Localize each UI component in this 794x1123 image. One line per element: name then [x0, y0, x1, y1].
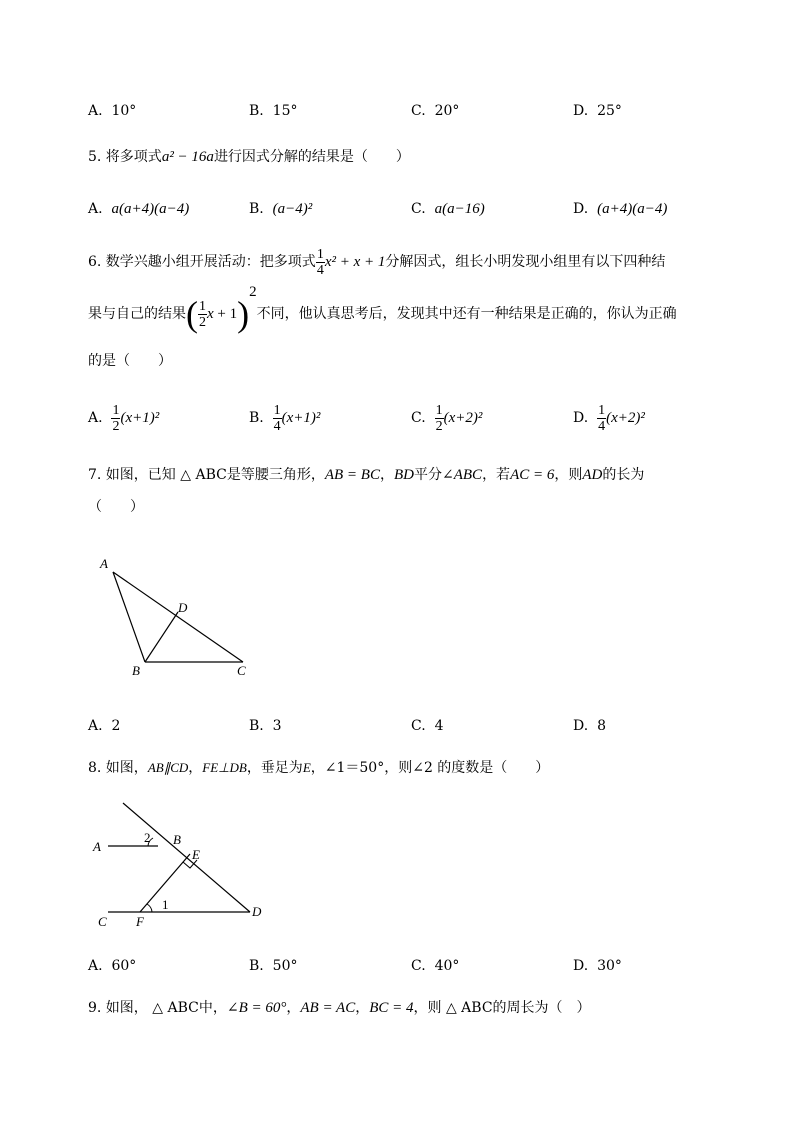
q7-label-a: A [100, 556, 108, 571]
q5-option-a[interactable]: A. a(a+4)(a−4) [88, 201, 190, 217]
q4-option-b[interactable]: B. 15° [249, 103, 298, 119]
q8-angle-1: 1 [162, 897, 169, 912]
q8-label-a: A [93, 839, 101, 854]
q7-label-c: C [237, 663, 246, 678]
q7-option-a[interactable]: A. 2 [88, 718, 121, 734]
q8-option-c[interactable]: C. 40° [411, 958, 460, 974]
q7-option-d[interactable]: D. 8 [573, 718, 607, 734]
q4-option-a[interactable]: A. 10° [88, 103, 137, 119]
q6-stem-line1: 6. 数学兴趣小组开展活动：把多项式 $\frac{1}{4}$ x² + x + 1分解因式，组长小明发现小组里有以下四种结 [88, 246, 666, 278]
q9-stem: 9. 如图， △ ABC中，∠B = 60°，AB = AC，BC = 4，则 △ ABC的周长为（ ） [88, 1000, 591, 1016]
q8-label-c: C [98, 914, 107, 929]
q8-label-f: F [136, 914, 144, 929]
q8-label-e: E [192, 847, 200, 862]
q5-stem: 5. 将多项式a² − 16a进行因式分解的结果是（ ） [88, 149, 410, 165]
q6-option-a[interactable]: A. $\frac{1}{2}$ (x+1)² [88, 402, 160, 434]
q5-expression: a² − 16a [161, 149, 214, 165]
q7-triangle-figure [95, 550, 255, 685]
q8-stem: 8. 如图，AB∥CD，FE⊥DB，垂足为E，∠1＝50°，则∠2 的度数是（ ） [88, 760, 550, 776]
q6-stem-line3: 的是（ ） [88, 353, 172, 369]
q8-option-d[interactable]: D. 30° [573, 958, 622, 974]
q8-option-b[interactable]: B. 50° [249, 958, 298, 974]
q7-option-c[interactable]: C. 4 [411, 718, 444, 734]
q6-option-b[interactable]: B. $\frac{1}{4}$ (x+1)² [249, 402, 321, 434]
q7-label-b: B [132, 663, 140, 678]
q8-label-d: D [252, 904, 262, 919]
q4-option-c[interactable]: C. 20° [411, 103, 460, 119]
q4-option-d[interactable]: D. 25° [573, 103, 622, 119]
q8-parallel-lines-figure [90, 795, 270, 930]
q8-option-a[interactable]: A. 60° [88, 958, 137, 974]
q5-option-b[interactable]: B. (a−4)² [249, 201, 313, 217]
q7-stem: 7. 如图，已知 △ ABC是等腰三角形，AB = BC，BD平分∠ABC，若AC = 6，则AD的长为 [88, 467, 645, 483]
q8-label-b: B [173, 832, 181, 847]
q6-stem-line2: 果与自己的结果( $\frac{1}{2}$ x + 1)$^2$不同，他认真思考后，发现其中还有一种结果是正确的，你认为正确 [88, 284, 677, 334]
q6-option-d[interactable]: D. $\frac{1}{4}$ (x+2)² [573, 402, 645, 434]
q5-option-d[interactable]: D. (a+4)(a−4) [573, 201, 668, 217]
q7-option-b[interactable]: B. 3 [249, 718, 282, 734]
q7-label-d: D [178, 600, 188, 615]
q5-option-c[interactable]: C. a(a−16) [411, 201, 485, 217]
q6-fraction-quarter: $\frac{1}{4}$ [316, 246, 324, 278]
q8-angle-2: 2 [144, 830, 151, 845]
q7-stem-line2: （ ） [88, 499, 144, 515]
q6-option-c[interactable]: C. $\frac{1}{2}$ (x+2)² [411, 402, 483, 434]
